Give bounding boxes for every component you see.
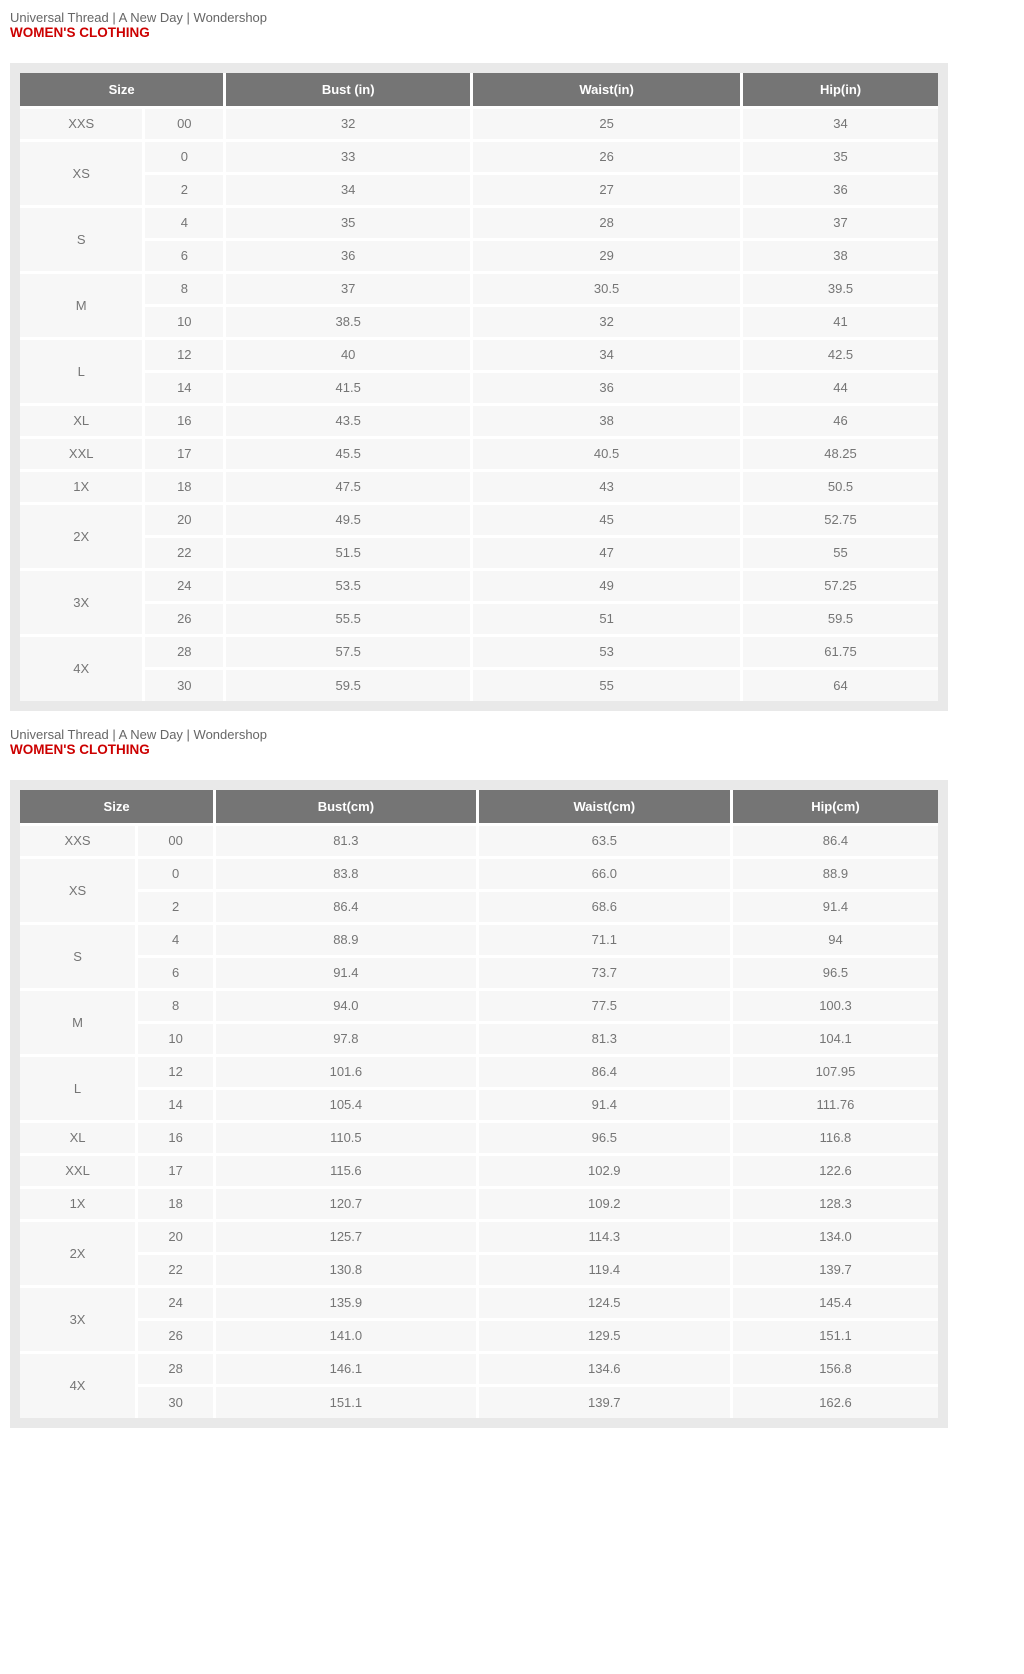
size-number-cell: 16 — [137, 1121, 215, 1154]
measurement-cell: 119.4 — [477, 1253, 731, 1286]
table-row — [20, 857, 938, 890]
measurement-cell: 122.6 — [731, 1154, 938, 1187]
size-table-inches — [20, 73, 938, 701]
measurement-cell: 41.5 — [225, 371, 472, 404]
measurement-cell: 109.2 — [477, 1187, 731, 1220]
measurement-cell: 91.4 — [731, 890, 938, 923]
measurement-cell: 53.5 — [225, 569, 472, 602]
table-row — [20, 956, 938, 989]
size-letter-cell: 1X — [20, 1187, 137, 1220]
size-letter-cell: 3X — [20, 569, 144, 635]
category-title: WOMEN'S CLOTHING — [10, 742, 150, 757]
table-row — [20, 1154, 938, 1187]
size-number-cell: 12 — [144, 338, 225, 371]
table-row — [20, 1385, 938, 1418]
measurement-cell: 34 — [225, 173, 472, 206]
table-row — [20, 890, 938, 923]
size-number-cell: 30 — [137, 1385, 215, 1418]
table-row — [20, 371, 938, 404]
measurement-cell: 83.8 — [215, 857, 478, 890]
measurement-cell: 141.0 — [215, 1319, 478, 1352]
size-number-cell: 24 — [137, 1286, 215, 1319]
measurement-cell: 42.5 — [742, 338, 938, 371]
column-header-bust: Bust (in) — [225, 73, 472, 107]
measurement-cell: 55.5 — [225, 602, 472, 635]
table-row — [20, 1055, 938, 1088]
measurement-cell: 34 — [472, 338, 742, 371]
measurement-cell: 115.6 — [215, 1154, 478, 1187]
size-number-cell: 8 — [137, 989, 215, 1022]
measurement-cell: 25 — [472, 107, 742, 140]
size-letter-cell: XXS — [20, 824, 137, 857]
measurement-cell: 57.5 — [225, 635, 472, 668]
size-number-cell: 24 — [144, 569, 225, 602]
table-row — [20, 668, 938, 701]
measurement-cell: 36 — [742, 173, 938, 206]
size-number-cell: 28 — [137, 1352, 215, 1385]
measurement-cell: 135.9 — [215, 1286, 478, 1319]
table-row — [20, 470, 938, 503]
measurement-cell: 68.6 — [477, 890, 731, 923]
size-number-cell: 4 — [144, 206, 225, 239]
size-letter-cell: M — [20, 989, 137, 1055]
table-row — [20, 635, 938, 668]
size-table-panel-cm — [10, 780, 948, 1428]
measurement-cell: 134.0 — [731, 1220, 938, 1253]
measurement-cell: 38 — [742, 239, 938, 272]
size-letter-cell: 1X — [20, 470, 144, 503]
table-row — [20, 437, 938, 470]
table-row — [20, 1319, 938, 1352]
size-letter-cell: XL — [20, 1121, 137, 1154]
measurement-cell: 66.0 — [477, 857, 731, 890]
measurement-cell: 49.5 — [225, 503, 472, 536]
measurement-cell: 43.5 — [225, 404, 472, 437]
measurement-cell: 120.7 — [215, 1187, 478, 1220]
measurement-cell: 102.9 — [477, 1154, 731, 1187]
size-letter-cell: XXS — [20, 107, 144, 140]
measurement-cell: 86.4 — [731, 824, 938, 857]
table-row — [20, 569, 938, 602]
measurement-cell: 50.5 — [742, 470, 938, 503]
size-number-cell: 00 — [144, 107, 225, 140]
table-row — [20, 536, 938, 569]
measurement-cell: 38.5 — [225, 305, 472, 338]
measurement-cell: 96.5 — [477, 1121, 731, 1154]
size-table-panel-inches — [10, 63, 948, 711]
table-row — [20, 1121, 938, 1154]
measurement-cell: 97.8 — [215, 1022, 478, 1055]
measurement-cell: 162.6 — [731, 1385, 938, 1418]
table-row — [20, 272, 938, 305]
size-number-cell: 20 — [137, 1220, 215, 1253]
table-header-row — [20, 790, 938, 824]
table-row — [20, 305, 938, 338]
size-number-cell: 8 — [144, 272, 225, 305]
measurement-cell: 105.4 — [215, 1088, 478, 1121]
measurement-cell: 134.6 — [477, 1352, 731, 1385]
measurement-cell: 40.5 — [472, 437, 742, 470]
table-row — [20, 1352, 938, 1385]
column-header-size: Size — [20, 73, 225, 107]
measurement-cell: 37 — [742, 206, 938, 239]
column-header-size: Size — [20, 790, 215, 824]
measurement-cell: 59.5 — [225, 668, 472, 701]
size-chart-section-inches — [10, 10, 948, 711]
measurement-cell: 45 — [472, 503, 742, 536]
size-letter-cell: XL — [20, 404, 144, 437]
measurement-cell: 27 — [472, 173, 742, 206]
table-row — [20, 338, 938, 371]
measurement-cell: 88.9 — [731, 857, 938, 890]
measurement-cell: 57.25 — [742, 569, 938, 602]
measurement-cell: 63.5 — [477, 824, 731, 857]
size-letter-cell: XXL — [20, 1154, 137, 1187]
measurement-cell: 86.4 — [477, 1055, 731, 1088]
measurement-cell: 43 — [472, 470, 742, 503]
table-row — [20, 1088, 938, 1121]
table-row — [20, 989, 938, 1022]
measurement-cell: 139.7 — [731, 1253, 938, 1286]
measurement-cell: 46 — [742, 404, 938, 437]
category-title: WOMEN'S CLOTHING — [10, 25, 150, 40]
size-letter-cell: S — [20, 923, 137, 989]
size-number-cell: 6 — [144, 239, 225, 272]
measurement-cell: 28 — [472, 206, 742, 239]
measurement-cell: 100.3 — [731, 989, 938, 1022]
measurement-cell: 116.8 — [731, 1121, 938, 1154]
size-number-cell: 26 — [144, 602, 225, 635]
size-number-cell: 17 — [137, 1154, 215, 1187]
measurement-cell: 73.7 — [477, 956, 731, 989]
measurement-cell: 59.5 — [742, 602, 938, 635]
size-letter-cell: L — [20, 338, 144, 404]
measurement-cell: 51 — [472, 602, 742, 635]
measurement-cell: 47 — [472, 536, 742, 569]
measurement-cell: 77.5 — [477, 989, 731, 1022]
size-number-cell: 4 — [137, 923, 215, 956]
size-letter-cell: 2X — [20, 1220, 137, 1286]
measurement-cell: 111.76 — [731, 1088, 938, 1121]
measurement-cell: 91.4 — [215, 956, 478, 989]
measurement-cell: 156.8 — [731, 1352, 938, 1385]
size-number-cell: 26 — [137, 1319, 215, 1352]
size-number-cell: 12 — [137, 1055, 215, 1088]
size-letter-cell: 2X — [20, 503, 144, 569]
size-number-cell: 17 — [144, 437, 225, 470]
measurement-cell: 130.8 — [215, 1253, 478, 1286]
measurement-cell: 52.75 — [742, 503, 938, 536]
column-header-waist: Waist(cm) — [477, 790, 731, 824]
measurement-cell: 71.1 — [477, 923, 731, 956]
measurement-cell: 32 — [225, 107, 472, 140]
measurement-cell: 53 — [472, 635, 742, 668]
measurement-cell: 36 — [225, 239, 472, 272]
size-number-cell: 16 — [144, 404, 225, 437]
table-row — [20, 1022, 938, 1055]
table-row — [20, 140, 938, 173]
size-number-cell: 22 — [137, 1253, 215, 1286]
measurement-cell: 151.1 — [731, 1319, 938, 1352]
brand-breadcrumb: Universal Thread | A New Day | Wondershop — [10, 727, 268, 742]
measurement-cell: 101.6 — [215, 1055, 478, 1088]
measurement-cell: 51.5 — [225, 536, 472, 569]
measurement-cell: 114.3 — [477, 1220, 731, 1253]
size-number-cell: 00 — [137, 824, 215, 857]
measurement-cell: 129.5 — [477, 1319, 731, 1352]
table-row — [20, 1220, 938, 1253]
measurement-cell: 81.3 — [477, 1022, 731, 1055]
measurement-cell: 55 — [742, 536, 938, 569]
measurement-cell: 26 — [472, 140, 742, 173]
size-letter-cell: S — [20, 206, 144, 272]
size-letter-cell: XS — [20, 857, 137, 923]
measurement-cell: 88.9 — [215, 923, 478, 956]
table-row — [20, 602, 938, 635]
measurement-cell: 49 — [472, 569, 742, 602]
size-number-cell: 10 — [137, 1022, 215, 1055]
column-header-hip: Hip(cm) — [731, 790, 938, 824]
measurement-cell: 139.7 — [477, 1385, 731, 1418]
measurement-cell: 145.4 — [731, 1286, 938, 1319]
brand-breadcrumb: Universal Thread | A New Day | Wondershop — [10, 10, 268, 25]
table-row — [20, 107, 938, 140]
table-row — [20, 824, 938, 857]
table-row — [20, 503, 938, 536]
measurement-cell: 151.1 — [215, 1385, 478, 1418]
size-letter-cell: 3X — [20, 1286, 137, 1352]
measurement-cell: 146.1 — [215, 1352, 478, 1385]
measurement-cell: 29 — [472, 239, 742, 272]
size-letter-cell: 4X — [20, 1352, 137, 1418]
measurement-cell: 61.75 — [742, 635, 938, 668]
measurement-cell: 39.5 — [742, 272, 938, 305]
measurement-cell: 37 — [225, 272, 472, 305]
measurement-cell: 32 — [472, 305, 742, 338]
measurement-cell: 110.5 — [215, 1121, 478, 1154]
size-number-cell: 14 — [137, 1088, 215, 1121]
measurement-cell: 47.5 — [225, 470, 472, 503]
size-number-cell: 2 — [144, 173, 225, 206]
measurement-cell: 35 — [225, 206, 472, 239]
measurement-cell: 44 — [742, 371, 938, 404]
measurement-cell: 38 — [472, 404, 742, 437]
size-number-cell: 2 — [137, 890, 215, 923]
size-table-cm — [20, 790, 938, 1418]
table-row — [20, 173, 938, 206]
measurement-cell: 45.5 — [225, 437, 472, 470]
measurement-cell: 41 — [742, 305, 938, 338]
size-number-cell: 20 — [144, 503, 225, 536]
measurement-cell: 55 — [472, 668, 742, 701]
table-row — [20, 923, 938, 956]
size-letter-cell: M — [20, 272, 144, 338]
table-row — [20, 206, 938, 239]
size-number-cell: 10 — [144, 305, 225, 338]
size-number-cell: 28 — [144, 635, 225, 668]
measurement-cell: 33 — [225, 140, 472, 173]
size-letter-cell: 4X — [20, 635, 144, 701]
measurement-cell: 107.95 — [731, 1055, 938, 1088]
size-number-cell: 18 — [137, 1187, 215, 1220]
table-row — [20, 1253, 938, 1286]
measurement-cell: 48.25 — [742, 437, 938, 470]
table-row — [20, 404, 938, 437]
size-number-cell: 22 — [144, 536, 225, 569]
size-letter-cell: L — [20, 1055, 137, 1121]
measurement-cell: 64 — [742, 668, 938, 701]
measurement-cell: 96.5 — [731, 956, 938, 989]
table-row — [20, 1286, 938, 1319]
measurement-cell: 35 — [742, 140, 938, 173]
measurement-cell: 34 — [742, 107, 938, 140]
size-chart-section-cm — [10, 727, 948, 1428]
measurement-cell: 81.3 — [215, 824, 478, 857]
measurement-cell: 94.0 — [215, 989, 478, 1022]
size-number-cell: 0 — [137, 857, 215, 890]
measurement-cell: 104.1 — [731, 1022, 938, 1055]
column-header-bust: Bust(cm) — [215, 790, 478, 824]
table-row — [20, 1187, 938, 1220]
size-letter-cell: XS — [20, 140, 144, 206]
size-number-cell: 18 — [144, 470, 225, 503]
size-number-cell: 0 — [144, 140, 225, 173]
size-number-cell: 30 — [144, 668, 225, 701]
measurement-cell: 36 — [472, 371, 742, 404]
measurement-cell: 30.5 — [472, 272, 742, 305]
table-row — [20, 239, 938, 272]
measurement-cell: 128.3 — [731, 1187, 938, 1220]
column-header-hip: Hip(in) — [742, 73, 938, 107]
size-number-cell: 6 — [137, 956, 215, 989]
measurement-cell: 40 — [225, 338, 472, 371]
measurement-cell: 91.4 — [477, 1088, 731, 1121]
size-number-cell: 14 — [144, 371, 225, 404]
size-letter-cell: XXL — [20, 437, 144, 470]
measurement-cell: 86.4 — [215, 890, 478, 923]
measurement-cell: 94 — [731, 923, 938, 956]
table-header-row — [20, 73, 938, 107]
measurement-cell: 124.5 — [477, 1286, 731, 1319]
column-header-waist: Waist(in) — [472, 73, 742, 107]
measurement-cell: 125.7 — [215, 1220, 478, 1253]
